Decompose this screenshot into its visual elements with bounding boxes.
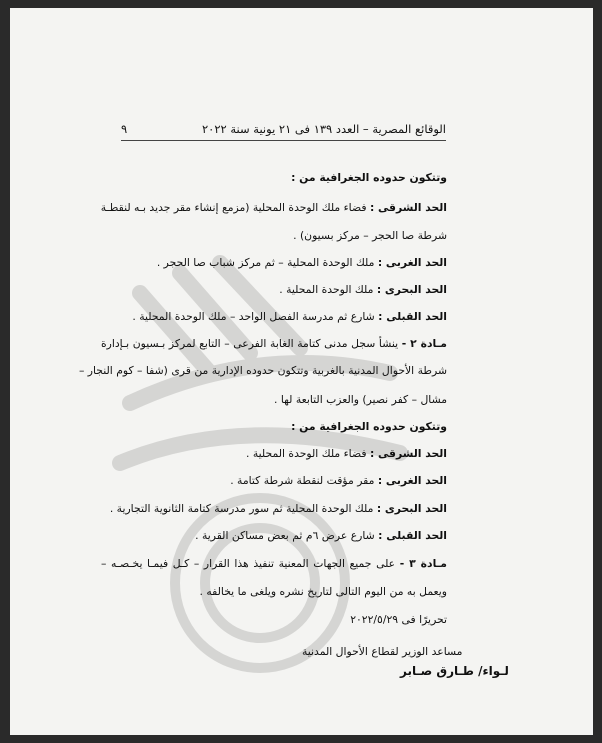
text-line: شرطة الأحوال المدنية بالغربية وتتكون حدوده الإدارية من قرى (شفا – كوم النجار – (78, 364, 447, 377)
header-title: الوقائع المصرية – العدد ١٣٩ فى ٢١ يونية سنة ٢٠٢٢ (201, 122, 446, 136)
text-line: الحد الغربى : مقر مؤقت لنقطة شرطة كتامة . (230, 474, 447, 487)
text-line: الحد البحرى : ملك الوحدة المحلية ثم سور مدرسة كتامة الثانوية التجارية . (109, 502, 447, 515)
text-line: مـادة ٣ - على جميع الجهات المعنية تنفيذ هذا القرار – كـل فيمـا يخـصـه – (101, 557, 447, 570)
text-line: ويعمل به من اليوم التالى لتاريخ نشره ويلغى ما يخالفه . (199, 585, 447, 598)
text-line: شرطة صا الحجر – مركز بسيون) . (293, 229, 447, 242)
page-number: ٩ (121, 122, 128, 136)
text-line: الحد القبلى : شارع ثم مدرسة الفصل الواحد – ملك الوحدة المحلية . (132, 310, 447, 323)
text-line: الحد الغربى : ملك الوحدة المحلية – ثم مركز شباب صا الحجر . (156, 256, 447, 269)
text-line: الحد الشرقى : فضاء ملك الوحدة المحلية (مزمع إنشاء مقر جديد بـه لنقطـة (100, 201, 447, 214)
text-line: مشال – كفر نصير) والعزب التابعة لها . (274, 393, 447, 406)
page-header (121, 122, 446, 141)
text-line: وتتكون حدوده الجغرافية من : (291, 171, 447, 184)
date-line: تحريرًا فى ٢٠٢٢/٥/٢٩ (350, 613, 447, 626)
signatory-title: مساعد الوزير لقطاع الأحوال المدنية (302, 645, 463, 658)
text-line: الحد البحرى : ملك الوحدة المحلية . (279, 283, 447, 296)
text-line: وتتكون حدوده الجغرافية من : (291, 420, 447, 433)
signatory-name: لـواء/ طـارق صـابر (400, 664, 509, 678)
text-line: مـادة ٢ - ينشأ سجل مدنى كتامة الغابة الفرعى – التابع لمركز بـسيون بـإدارة (101, 337, 447, 350)
text-line: الحد الشرقى : فضاء ملك الوحدة المحلية . (246, 447, 447, 460)
text-line: الحد القبلى : شارع عرض ٦م ثم بعض مساكن القرية . (195, 529, 447, 542)
document-page (10, 8, 593, 735)
